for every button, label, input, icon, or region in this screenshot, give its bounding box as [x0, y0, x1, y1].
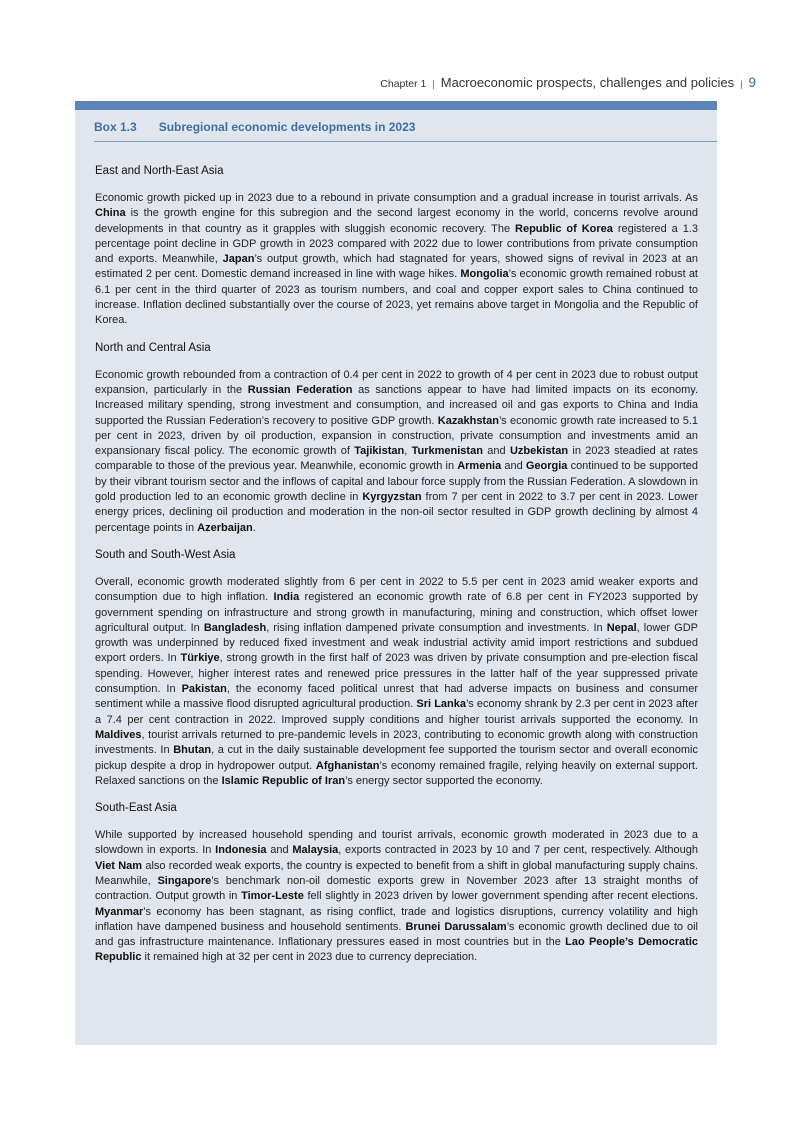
text-run: registered a 1.3 percentage point decline in GDP growth in 2023 compared with 2022 due to lower contributions from private consumption and exports. Meanwhile,	[95, 222, 698, 266]
country-name: Russian Federation	[247, 383, 353, 396]
text-run: is the growth engine for this subregion and the second largest economy in the world, concerns revolve around developments in that country as it grapples with sluggish economic recovery. The	[95, 207, 698, 235]
country-name: Bhutan	[173, 744, 212, 757]
text-run: , lower GDP growth was underpinned by reduced fixed investment and weak industrial activity amid import restrictions and subdued export orders. In	[95, 621, 698, 665]
text-run: from 7 per cent in 2022 to 3.7 per cent in 2023. Lower energy prices, declining oil production and moderation in the non-oil sector resulted in GDP growth declining by almost 4 percentage points in	[95, 491, 698, 534]
section-south-east-asia	[95, 801, 698, 966]
country-name: Japan	[222, 253, 255, 266]
text-run: Economic growth picked up in 2023 due to a rebound in private consumption and a gradual increase in tourist arrivals. As	[95, 192, 698, 204]
section-paragraph	[95, 828, 698, 966]
text-run: ,	[404, 445, 412, 458]
text-run: ’s economy has been stagnant, as rising conflict, trade and logistics disruptions, currency volatility and high inflation have dampened business and household sentiments.	[95, 905, 698, 933]
country-name: Islamic Republic of Iran	[221, 774, 346, 787]
country-name: Turkmenistan	[411, 445, 483, 458]
section-heading: East and North-East Asia	[95, 165, 224, 177]
text-run: ’s economic growth rate increased to 5.1 per cent in 2023, driven by oil production, expansion in construction, private consumption and investments amid an expansionary fiscal policy. The economic growth of	[95, 414, 698, 458]
section-heading: North and Central Asia	[95, 341, 211, 354]
text-run: and	[482, 445, 510, 458]
running-header	[380, 75, 756, 90]
country-name: Tajikistan	[354, 445, 405, 458]
text-run: ’s economic growth declined due to oil and gas infrastructure maintenance. Inflationary pressures eased in most countries but in the	[95, 920, 698, 949]
text-run: ’s energy sector supported the economy.	[345, 774, 543, 787]
section-paragraph	[95, 191, 698, 329]
country-name: Georgia	[525, 460, 568, 473]
text-run: also recorded weak exports, the country is expected to benefit from a shift in global manufacturing supply chains. Meanwhile,	[95, 859, 699, 887]
text-run: , a cut in the daily sustainable development fee supported the tourism sector and overall economic pickup despite a drop in hydropower output.	[95, 744, 698, 772]
text-run: ’s benchmark non-oil domestic exports grew in November 2023 after 13 straight months of contraction. Output growth in	[95, 874, 698, 903]
text-run: .	[252, 521, 256, 534]
country-name: Republic of Korea	[515, 222, 613, 235]
text-run: Economic growth rebounded from a contraction of 0.4 per cent in 2022 to growth of 4 per cent in 2023 due to robust output expansion, particularly in the	[95, 368, 698, 396]
text-run: ’s economy remained fragile, relying heavily on external support. Relaxed sanctions on the	[95, 759, 698, 787]
info-box	[75, 101, 717, 1045]
country-name: Nepal	[606, 621, 637, 634]
box-number: Box 1.3	[94, 120, 137, 134]
text-run: and	[266, 844, 293, 857]
text-run: continued to be supported by their vibrant tourism sector and the inflows of capital and labour force supply from the Russian Federation. A slowdown in gold production led to an economic growth decline in	[95, 460, 699, 504]
country-name: Myanmar	[95, 905, 144, 918]
country-name: China	[95, 207, 126, 220]
country-name: Brunei Darussalam	[405, 920, 507, 933]
country-name: Afghanistan	[315, 759, 380, 772]
text-run: , exports contracted in 2023 by 10 and 7 per cent, respectively. Although	[338, 844, 698, 857]
country-name: Indonesia	[215, 844, 267, 857]
chapter-label: Chapter 1	[380, 78, 427, 90]
country-name: Sri Lanka	[416, 698, 466, 711]
country-name: Bangladesh	[203, 621, 267, 634]
country-name: Pakistan	[181, 683, 227, 696]
text-run: as sanctions appear to have had limited impacts on its economy. Increased military spending, strong investment and consumption, and increased oil and gas exports to China and India supported the Russian Federation’s recovery to positive GDP growth.	[95, 383, 699, 427]
text-run: registered an economic growth rate of 6.8 per cent in FY2023 supported by government spending on infrastructure and strong growth in manufacturing, mining and construction, which offset lower agricultural output. In	[95, 591, 698, 634]
text-run: ’s economy shrank by 2.3 per cent in 2023 after a 7.4 per cent contraction in 2022. Improved supply conditions and higher tourist arrivals supported the economy. In	[95, 698, 699, 726]
text-run: fell slightly in 2023 driven by lower government spending after recent elections.	[303, 890, 698, 903]
section-heading: South and South-West Asia	[95, 548, 236, 561]
box-title	[94, 120, 415, 134]
country-name: Mongolia	[460, 268, 509, 281]
section-north-central-asia	[95, 341, 698, 536]
text-run: ’s output growth, which had stagnated for years, showed signs of revival in 2023 at an estimated 2 per cent. Domestic demand increased in line with wage hikes.	[95, 253, 698, 281]
text-run: While supported by increased household spending and tourist arrivals, economic growth moderated in 2023 due to a slowdown in exports. In	[95, 829, 698, 857]
text-run: ’s economic growth remained robust at 6.1 per cent in the third quarter of 2023 as tourism numbers, and coal and copper export sales to China continued to increase. Inflation declined substantially over the course of 2023, yet remains above target in Mongolia and the Republic of Korea.	[95, 268, 698, 327]
text-run: in 2023 steadied at rates comparable to those of the previous year. Meanwhile, economic growth in	[95, 445, 698, 473]
box-title-text: Subregional economic developments in 2023	[158, 120, 416, 134]
text-run: , the economy faced political unrest that had adverse impacts on business and consumer sentiment while a massive flood disrupted agricultural production.	[95, 683, 698, 711]
section-heading: South-East Asia	[95, 802, 177, 815]
header-separator: |	[432, 79, 435, 89]
country-name: India	[273, 591, 300, 604]
text-run: it remained high at 32 per cent in 2023 due to currency depreciation.	[141, 951, 478, 964]
country-name: Türkiye	[180, 652, 220, 665]
text-run: and	[501, 460, 526, 473]
country-name: Maldives	[95, 728, 142, 741]
box-title-rule	[94, 141, 717, 142]
country-name: Viet Nam	[95, 859, 143, 872]
country-name: Lao People’s Democratic Republic	[95, 936, 698, 964]
header-separator-2: |	[740, 79, 743, 89]
page-number: 9	[748, 75, 756, 90]
text-run: , rising inflation dampened private consumption and investments. In	[266, 621, 607, 634]
country-name: Armenia	[457, 460, 502, 473]
text-run: , strong growth in the first half of 2023 was driven by private consumption and pre-election fiscal spending. However, higher interest rates and renewed price pressures in the latter half of the year suppressed private consumption. In	[95, 652, 698, 696]
box-content	[95, 164, 698, 978]
country-name: Timor-Leste	[241, 890, 304, 903]
section-south-south-west-asia	[95, 548, 698, 789]
country-name: Singapore	[157, 874, 212, 887]
text-run: , tourist arrivals returned to pre-pandemic levels in 2023, contributing to economic growth along with construction investments. In	[95, 728, 698, 757]
text-run: Overall, economic growth moderated slightly from 6 per cent in 2022 to 5.5 per cent in 2023 amid weaker exports and consumption due to high inflation.	[95, 575, 698, 604]
country-name: Uzbekistan	[509, 445, 569, 458]
section-paragraph	[95, 575, 698, 789]
country-name: Malaysia	[292, 844, 339, 857]
country-name: Azerbaijan	[197, 521, 253, 534]
country-name: Kyrgyzstan	[362, 491, 422, 504]
country-name: Kazakhstan	[437, 414, 499, 427]
chapter-title: Macroeconomic prospects, challenges and policies	[440, 75, 735, 90]
section-paragraph	[95, 368, 698, 536]
section-east-north-east-asia	[95, 164, 698, 329]
